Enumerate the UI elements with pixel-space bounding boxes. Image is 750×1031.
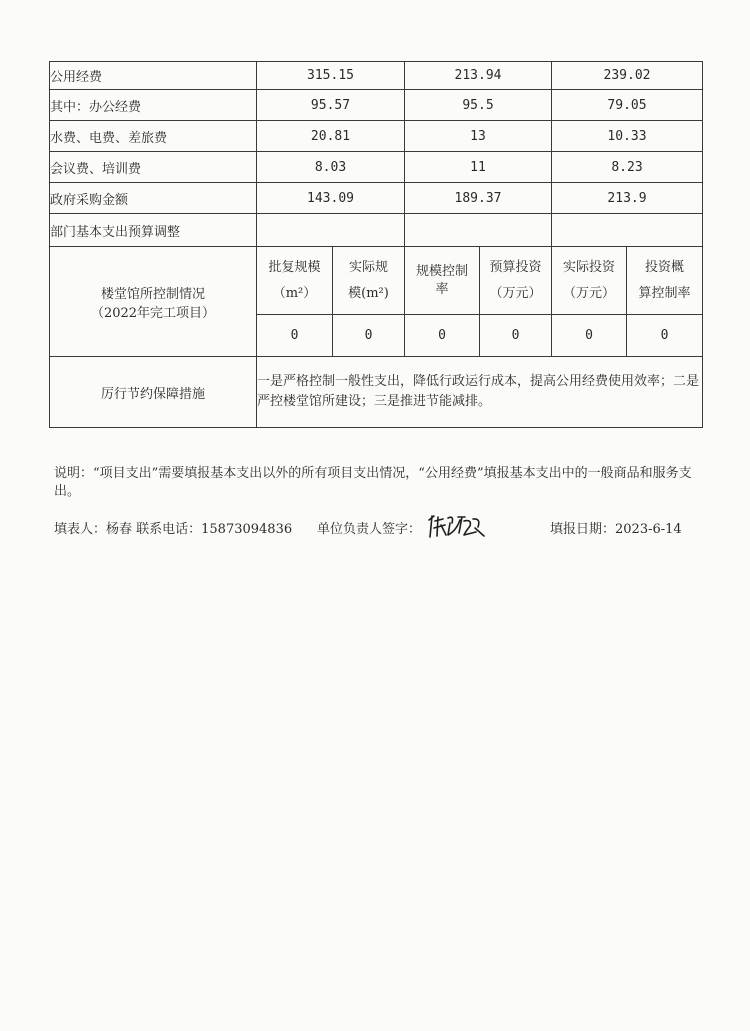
filler-info: 填表人：杨春 联系电话：15873094836 [54,522,293,537]
note-text: 说明：“项目支出”需要填报基本支出以外的所有项目支出情况，“公用经费”填报基本支出中的一般商品和服务支出。 [54,466,692,499]
value-cell: 239.02 [552,62,703,90]
row-label: 水费、电费、差旅费 [50,121,257,152]
value-cell: 0 [480,315,552,357]
value-cell: 13 [405,121,552,152]
value-cell: 213.94 [405,62,552,90]
table-row [50,357,703,428]
value-cell: 0 [333,315,405,357]
value-cell: 189.37 [405,183,552,214]
value-cell: 79.05 [552,90,703,121]
value-cell: 11 [405,152,552,183]
table-row [50,247,703,315]
value-cell: 315.15 [257,62,405,90]
budget-table [49,61,703,428]
value-cell: 10.33 [552,121,703,152]
buildings-label-line2: （2022年完工项目） [90,305,216,321]
table-row [50,62,703,90]
table-row [50,121,703,152]
row-label: 公用经费 [50,62,257,90]
row-label: 其中：办公经费 [50,90,257,121]
column-header: 规模控制 率 [405,247,480,315]
row-label: 部门基本支出预算调整 [50,214,257,247]
value-cell: 0 [552,315,627,357]
value-cell [257,214,405,247]
value-cell: 0 [627,315,703,357]
table-row [50,183,703,214]
signature-image [426,511,488,541]
table-row [50,90,703,121]
row-label: 会议费、培训费 [50,152,257,183]
measures-label: 厉行节约保障措施 [50,357,257,428]
value-cell: 0 [257,315,333,357]
value-cell: 20.81 [257,121,405,152]
value-cell: 0 [405,315,480,357]
column-header: 实际规 模(m²) [333,247,405,315]
buildings-label [50,247,257,357]
value-cell: 213.9 [552,183,703,214]
value-cell [552,214,703,247]
report-date: 填报日期：2023-6-14 [550,522,682,537]
column-header: 预算投资 （万元） [480,247,552,315]
value-cell: 8.23 [552,152,703,183]
value-cell: 95.5 [405,90,552,121]
signer-label: 单位负责人签字： [317,522,422,537]
column-header: 实际投资 （万元） [552,247,627,315]
footer [54,513,704,543]
column-header: 投资概 算控制率 [627,247,703,315]
buildings-label-line1: 楼堂馆所控制情况 [100,286,205,302]
table-row [50,214,703,247]
value-cell: 8.03 [257,152,405,183]
measures-text: 一是严格控制一般性支出，降低行政运行成本，提高公用经费使用效率；二是严控楼堂馆所建设；三是推进节能减排。 [257,357,703,428]
value-cell [405,214,552,247]
column-header: 批复规模 （m²） [257,247,333,315]
value-cell: 143.09 [257,183,405,214]
row-label: 政府采购金额 [50,183,257,214]
table-row [50,152,703,183]
value-cell: 95.57 [257,90,405,121]
